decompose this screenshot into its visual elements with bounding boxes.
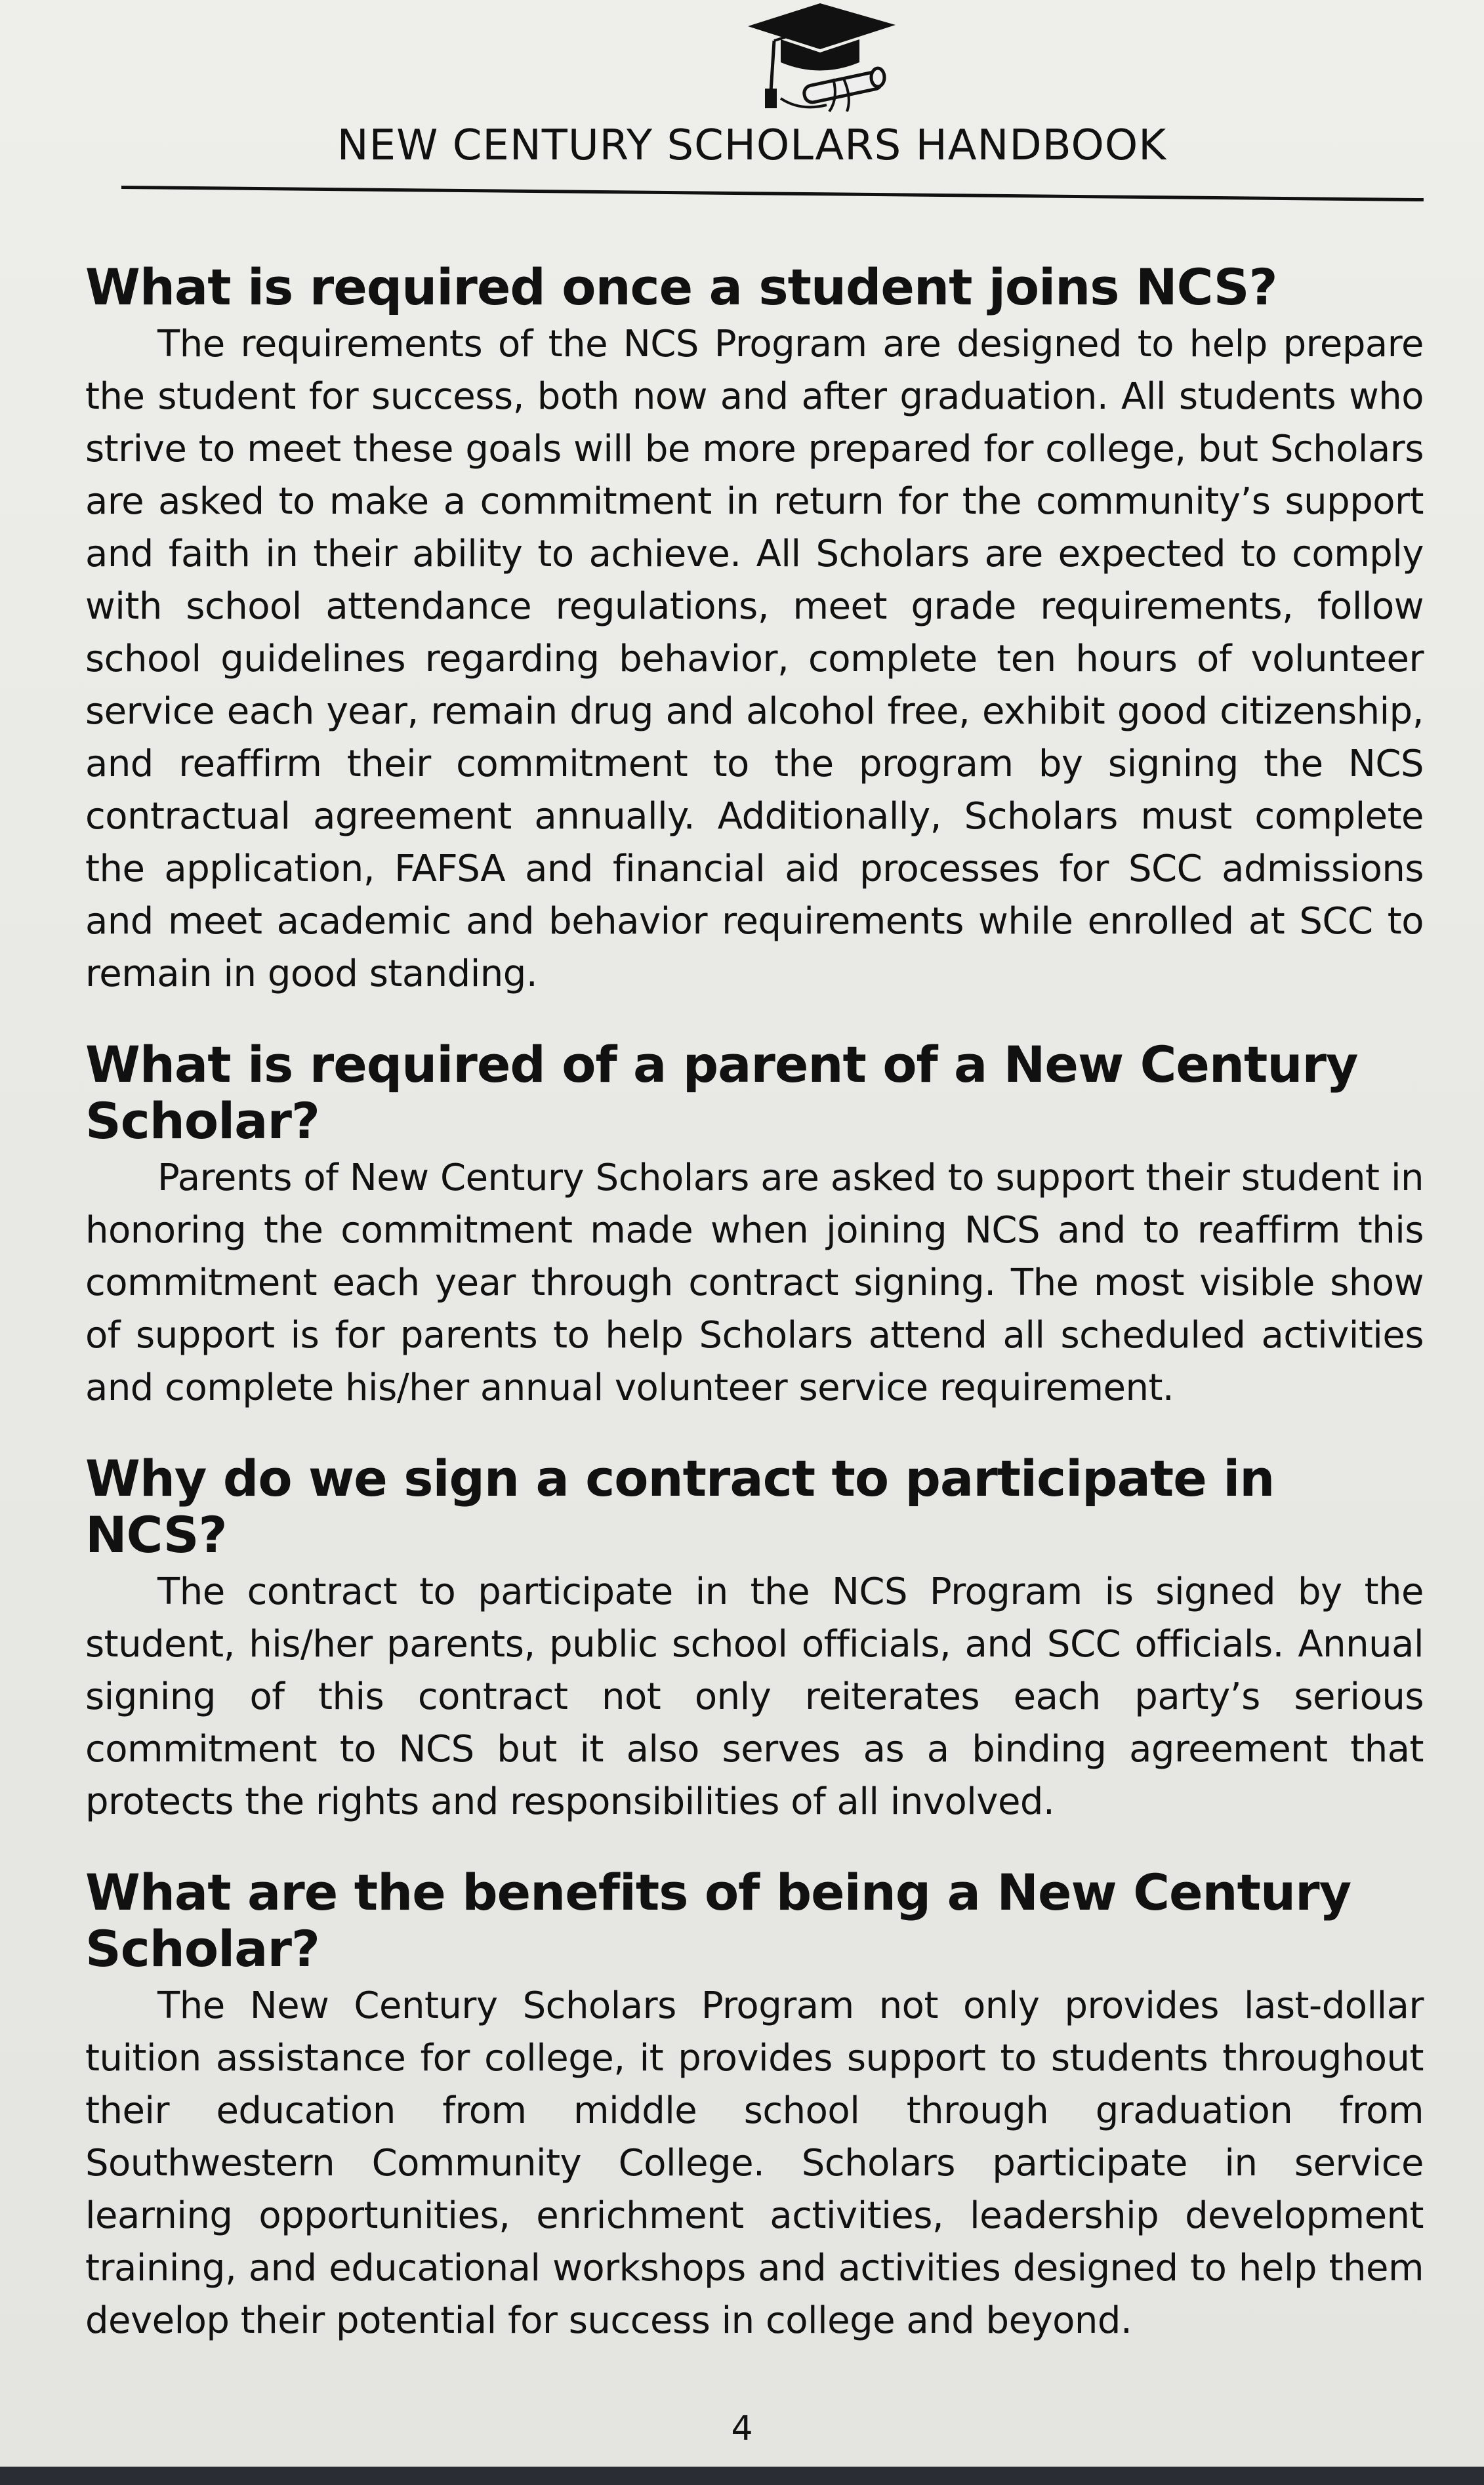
faq-section-parent-requirements xyxy=(85,1037,1424,1414)
question-heading: What are the benefits of being a New Century Scholar? xyxy=(85,1863,1351,1978)
faq-section-benefits xyxy=(85,1864,1424,2347)
question-heading: What is required of a parent of a New Century Scholar? xyxy=(85,1035,1358,1150)
faq-section-contract xyxy=(85,1450,1424,1828)
handbook-title: NEW CENTURY SCHOLARS HANDBOOK xyxy=(337,121,1167,170)
answer-paragraph: The New Century Scholars Program not only provides last-dollar tuition assistance for college, it provides support to students throughout their education from middle school through graduation from Southwestern Community College. Scholars participate in service learning opportunities, enrichment activities, leadership development training, and educational workshops and activities designed to help them develop their potential for success in college and beyond. xyxy=(85,1984,1424,2342)
question-heading: Why do we sign a contract to participate in NCS? xyxy=(85,1449,1275,1564)
faq-content xyxy=(85,259,1424,2383)
answer-paragraph: The contract to participate in the NCS Program is signed by the student, his/her parents, public school officials, and SCC officials. Annual signing of this contract not only reiterates each party’s serious commitment to NCS but it also serves as a binding agreement that protects the rights and responsibilities of all involved. xyxy=(85,1571,1424,1823)
question-heading: What is required once a student joins NCS? xyxy=(85,258,1277,316)
graduation-cap-icon xyxy=(735,0,899,118)
faq-section-student-requirements xyxy=(85,259,1424,1000)
page-number: 4 xyxy=(731,2409,753,2448)
answer-paragraph: The requirements of the NCS Program are designed to help prepare the student for success, both now and after graduation. All students who strive to meet these goals will be more prepared for college, but Scholars are asked to make a commitment in return for the community’s support and faith in their ability to achieve. All Scholars are expected to comply with school attendance regulations, meet grade requirements, follow school guidelines regarding behavior, complete ten hours of volunteer service each year, remain drug and alcohol free, exhibit good citizenship, and reaffirm their commitment to the program by signing the NCS contractual agreement annually. Additionally, Scholars must complete the application, FAFSA and financial aid processes for SCC admissions and meet academic and behavior requirements while enrolled at SCC to remain in good standing. xyxy=(85,323,1424,995)
header-divider xyxy=(121,186,1424,201)
answer-paragraph: Parents of New Century Scholars are asked to support their student in honoring the commitment made when joining NCS and to reaffirm this commitment each year through contract signing. The most visible show of support is for parents to help Scholars attend all scheduled activities and complete his/her annual volunteer service requirement. xyxy=(85,1157,1424,1409)
